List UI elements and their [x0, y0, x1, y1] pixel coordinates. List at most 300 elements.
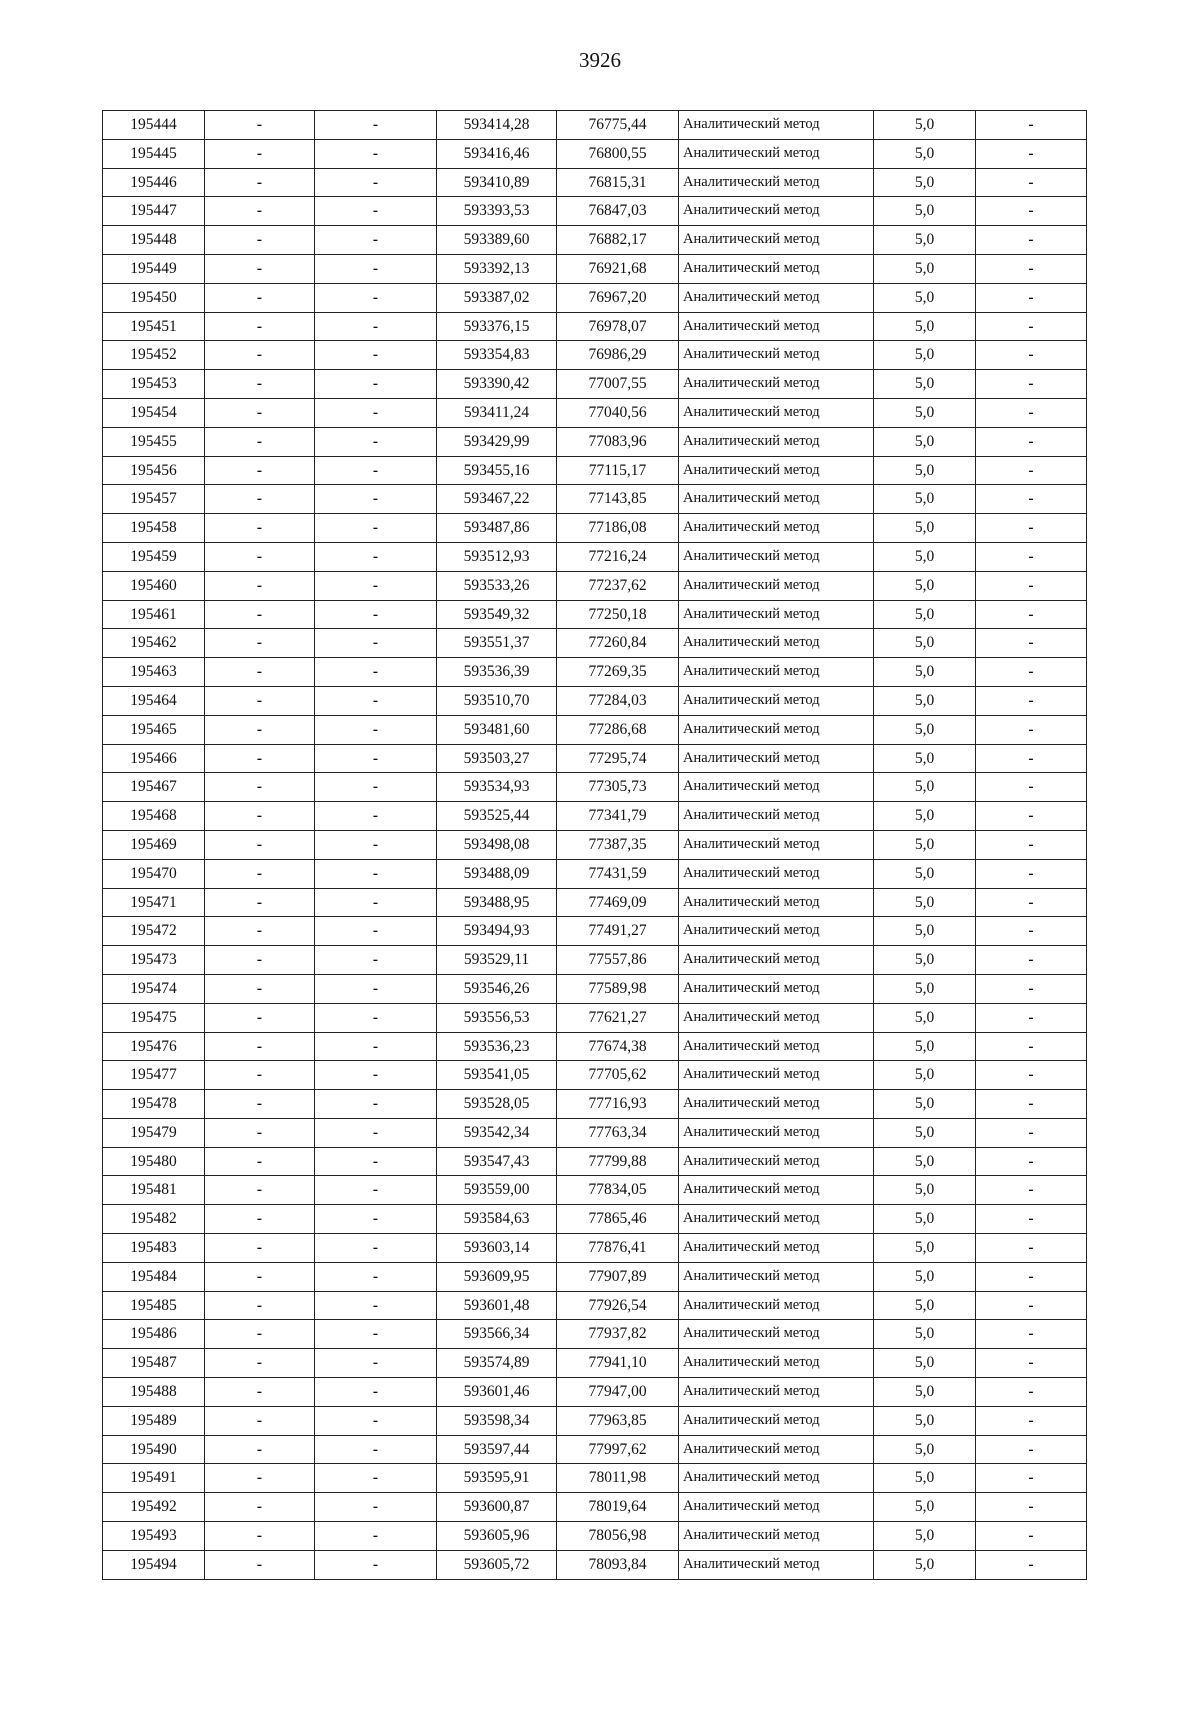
x-coordinate-cell: 593533,26 [437, 571, 557, 600]
empty-dash-cell: - [205, 1349, 315, 1378]
x-coordinate-cell: 593410,89 [437, 168, 557, 197]
empty-dash-cell: - [205, 1090, 315, 1119]
x-coordinate-cell: 593354,83 [437, 341, 557, 370]
empty-dash-cell: - [205, 485, 315, 514]
method-cell: Аналитический метод [679, 658, 874, 687]
precision-cell: 5,0 [874, 888, 976, 917]
point-number-cell: 195488 [103, 1378, 205, 1407]
method-cell: Аналитический метод [679, 917, 874, 946]
empty-dash-cell: - [205, 830, 315, 859]
x-coordinate-cell: 593416,46 [437, 139, 557, 168]
empty-dash-cell: - [205, 773, 315, 802]
empty-dash-cell: - [205, 715, 315, 744]
empty-dash-cell: - [205, 456, 315, 485]
y-coordinate-cell: 77621,27 [557, 1003, 679, 1032]
point-number-cell: 195492 [103, 1493, 205, 1522]
precision-cell: 5,0 [874, 974, 976, 1003]
point-number-cell: 195470 [103, 859, 205, 888]
precision-cell: 5,0 [874, 283, 976, 312]
empty-dash-cell: - [315, 1262, 437, 1291]
method-cell: Аналитический метод [679, 629, 874, 658]
method-cell: Аналитический метод [679, 773, 874, 802]
table-row [103, 1320, 1087, 1349]
x-coordinate-cell: 593601,48 [437, 1291, 557, 1320]
point-number-cell: 195473 [103, 946, 205, 975]
empty-dash-cell: - [976, 398, 1087, 427]
point-number-cell: 195474 [103, 974, 205, 1003]
point-number-cell: 195477 [103, 1061, 205, 1090]
y-coordinate-cell: 77431,59 [557, 859, 679, 888]
method-cell: Аналитический метод [679, 197, 874, 226]
y-coordinate-cell: 77143,85 [557, 485, 679, 514]
precision-cell: 5,0 [874, 1406, 976, 1435]
table-row [103, 312, 1087, 341]
precision-cell: 5,0 [874, 946, 976, 975]
empty-dash-cell: - [315, 1493, 437, 1522]
table-row [103, 1118, 1087, 1147]
empty-dash-cell: - [205, 917, 315, 946]
x-coordinate-cell: 593534,93 [437, 773, 557, 802]
empty-dash-cell: - [315, 744, 437, 773]
table-row [103, 226, 1087, 255]
empty-dash-cell: - [205, 1406, 315, 1435]
x-coordinate-cell: 593536,39 [437, 658, 557, 687]
method-cell: Аналитический метод [679, 370, 874, 399]
empty-dash-cell: - [205, 1550, 315, 1579]
table-row [103, 1435, 1087, 1464]
y-coordinate-cell: 78093,84 [557, 1550, 679, 1579]
x-coordinate-cell: 593488,09 [437, 859, 557, 888]
y-coordinate-cell: 77286,68 [557, 715, 679, 744]
empty-dash-cell: - [976, 456, 1087, 485]
method-cell: Аналитический метод [679, 341, 874, 370]
point-number-cell: 195490 [103, 1435, 205, 1464]
empty-dash-cell: - [976, 1061, 1087, 1090]
method-cell: Аналитический метод [679, 686, 874, 715]
precision-cell: 5,0 [874, 1061, 976, 1090]
point-number-cell: 195482 [103, 1205, 205, 1234]
method-cell: Аналитический метод [679, 398, 874, 427]
y-coordinate-cell: 77763,34 [557, 1118, 679, 1147]
empty-dash-cell: - [315, 830, 437, 859]
precision-cell: 5,0 [874, 370, 976, 399]
empty-dash-cell: - [976, 629, 1087, 658]
empty-dash-cell: - [205, 139, 315, 168]
point-number-cell: 195457 [103, 485, 205, 514]
method-cell: Аналитический метод [679, 1349, 874, 1378]
method-cell: Аналитический метод [679, 802, 874, 831]
precision-cell: 5,0 [874, 254, 976, 283]
empty-dash-cell: - [976, 341, 1087, 370]
empty-dash-cell: - [976, 974, 1087, 1003]
empty-dash-cell: - [976, 859, 1087, 888]
empty-dash-cell: - [976, 1550, 1087, 1579]
precision-cell: 5,0 [874, 226, 976, 255]
table-row [103, 1378, 1087, 1407]
table-row [103, 370, 1087, 399]
empty-dash-cell: - [205, 1234, 315, 1263]
precision-cell: 5,0 [874, 1032, 976, 1061]
precision-cell: 5,0 [874, 1378, 976, 1407]
precision-cell: 5,0 [874, 1090, 976, 1119]
empty-dash-cell: - [205, 974, 315, 1003]
y-coordinate-cell: 77284,03 [557, 686, 679, 715]
point-number-cell: 195478 [103, 1090, 205, 1119]
x-coordinate-cell: 593488,95 [437, 888, 557, 917]
empty-dash-cell: - [976, 802, 1087, 831]
y-coordinate-cell: 77387,35 [557, 830, 679, 859]
y-coordinate-cell: 78019,64 [557, 1493, 679, 1522]
empty-dash-cell: - [976, 1032, 1087, 1061]
y-coordinate-cell: 77341,79 [557, 802, 679, 831]
table-row [103, 974, 1087, 1003]
method-cell: Аналитический метод [679, 1262, 874, 1291]
precision-cell: 5,0 [874, 1522, 976, 1551]
x-coordinate-cell: 593536,23 [437, 1032, 557, 1061]
x-coordinate-cell: 593542,34 [437, 1118, 557, 1147]
x-coordinate-cell: 593510,70 [437, 686, 557, 715]
y-coordinate-cell: 76847,03 [557, 197, 679, 226]
table-row [103, 456, 1087, 485]
y-coordinate-cell: 77260,84 [557, 629, 679, 658]
point-number-cell: 195444 [103, 111, 205, 140]
method-cell: Аналитический метод [679, 254, 874, 283]
x-coordinate-cell: 593551,37 [437, 629, 557, 658]
x-coordinate-cell: 593529,11 [437, 946, 557, 975]
empty-dash-cell: - [976, 658, 1087, 687]
x-coordinate-cell: 593376,15 [437, 312, 557, 341]
empty-dash-cell: - [205, 514, 315, 543]
y-coordinate-cell: 77941,10 [557, 1349, 679, 1378]
point-number-cell: 195451 [103, 312, 205, 341]
empty-dash-cell: - [976, 254, 1087, 283]
table-row [103, 1349, 1087, 1378]
x-coordinate-cell: 593389,60 [437, 226, 557, 255]
precision-cell: 5,0 [874, 1291, 976, 1320]
y-coordinate-cell: 77674,38 [557, 1032, 679, 1061]
empty-dash-cell: - [315, 600, 437, 629]
empty-dash-cell: - [205, 226, 315, 255]
point-number-cell: 195461 [103, 600, 205, 629]
point-number-cell: 195480 [103, 1147, 205, 1176]
x-coordinate-cell: 593546,26 [437, 974, 557, 1003]
empty-dash-cell: - [205, 1032, 315, 1061]
empty-dash-cell: - [315, 1522, 437, 1551]
empty-dash-cell: - [315, 1435, 437, 1464]
x-coordinate-cell: 593467,22 [437, 485, 557, 514]
point-number-cell: 195481 [103, 1176, 205, 1205]
precision-cell: 5,0 [874, 427, 976, 456]
x-coordinate-cell: 593487,86 [437, 514, 557, 543]
empty-dash-cell: - [315, 226, 437, 255]
y-coordinate-cell: 77926,54 [557, 1291, 679, 1320]
method-cell: Аналитический метод [679, 1320, 874, 1349]
point-number-cell: 195493 [103, 1522, 205, 1551]
table-row [103, 168, 1087, 197]
y-coordinate-cell: 77705,62 [557, 1061, 679, 1090]
empty-dash-cell: - [976, 168, 1087, 197]
empty-dash-cell: - [315, 1378, 437, 1407]
x-coordinate-cell: 593605,96 [437, 1522, 557, 1551]
table-row [103, 946, 1087, 975]
empty-dash-cell: - [976, 1262, 1087, 1291]
empty-dash-cell: - [205, 197, 315, 226]
point-number-cell: 195455 [103, 427, 205, 456]
table-row [103, 1061, 1087, 1090]
y-coordinate-cell: 77269,35 [557, 658, 679, 687]
method-cell: Аналитический метод [679, 859, 874, 888]
empty-dash-cell: - [205, 427, 315, 456]
empty-dash-cell: - [976, 830, 1087, 859]
x-coordinate-cell: 593481,60 [437, 715, 557, 744]
point-number-cell: 195465 [103, 715, 205, 744]
point-number-cell: 195479 [103, 1118, 205, 1147]
empty-dash-cell: - [205, 312, 315, 341]
empty-dash-cell: - [315, 1349, 437, 1378]
x-coordinate-cell: 593556,53 [437, 1003, 557, 1032]
precision-cell: 5,0 [874, 1320, 976, 1349]
table-row [103, 888, 1087, 917]
precision-cell: 5,0 [874, 600, 976, 629]
empty-dash-cell: - [976, 715, 1087, 744]
empty-dash-cell: - [315, 312, 437, 341]
empty-dash-cell: - [205, 1378, 315, 1407]
table-row [103, 139, 1087, 168]
precision-cell: 5,0 [874, 1118, 976, 1147]
y-coordinate-cell: 77937,82 [557, 1320, 679, 1349]
method-cell: Аналитический метод [679, 1406, 874, 1435]
precision-cell: 5,0 [874, 629, 976, 658]
empty-dash-cell: - [976, 542, 1087, 571]
point-number-cell: 195483 [103, 1234, 205, 1263]
empty-dash-cell: - [205, 398, 315, 427]
empty-dash-cell: - [976, 1090, 1087, 1119]
y-coordinate-cell: 77083,96 [557, 427, 679, 456]
x-coordinate-cell: 593603,14 [437, 1234, 557, 1263]
precision-cell: 5,0 [874, 1147, 976, 1176]
table-row [103, 658, 1087, 687]
empty-dash-cell: - [315, 485, 437, 514]
y-coordinate-cell: 77865,46 [557, 1205, 679, 1234]
precision-cell: 5,0 [874, 312, 976, 341]
empty-dash-cell: - [976, 1291, 1087, 1320]
empty-dash-cell: - [205, 1147, 315, 1176]
empty-dash-cell: - [205, 283, 315, 312]
empty-dash-cell: - [976, 312, 1087, 341]
empty-dash-cell: - [315, 946, 437, 975]
point-number-cell: 195454 [103, 398, 205, 427]
table-row [103, 917, 1087, 946]
table-row [103, 571, 1087, 600]
empty-dash-cell: - [976, 1522, 1087, 1551]
empty-dash-cell: - [315, 514, 437, 543]
precision-cell: 5,0 [874, 398, 976, 427]
point-number-cell: 195466 [103, 744, 205, 773]
method-cell: Аналитический метод [679, 974, 874, 1003]
empty-dash-cell: - [315, 398, 437, 427]
empty-dash-cell: - [205, 1003, 315, 1032]
point-number-cell: 195486 [103, 1320, 205, 1349]
empty-dash-cell: - [315, 773, 437, 802]
empty-dash-cell: - [976, 1118, 1087, 1147]
precision-cell: 5,0 [874, 456, 976, 485]
x-coordinate-cell: 593609,95 [437, 1262, 557, 1291]
y-coordinate-cell: 76882,17 [557, 226, 679, 255]
empty-dash-cell: - [315, 1003, 437, 1032]
empty-dash-cell: - [315, 254, 437, 283]
table-row [103, 485, 1087, 514]
method-cell: Аналитический метод [679, 830, 874, 859]
empty-dash-cell: - [976, 283, 1087, 312]
table-row [103, 1090, 1087, 1119]
precision-cell: 5,0 [874, 773, 976, 802]
point-number-cell: 195464 [103, 686, 205, 715]
table-row [103, 830, 1087, 859]
x-coordinate-cell: 593559,00 [437, 1176, 557, 1205]
empty-dash-cell: - [976, 485, 1087, 514]
empty-dash-cell: - [205, 946, 315, 975]
point-number-cell: 195463 [103, 658, 205, 687]
precision-cell: 5,0 [874, 1349, 976, 1378]
empty-dash-cell: - [205, 1291, 315, 1320]
precision-cell: 5,0 [874, 715, 976, 744]
x-coordinate-cell: 593429,99 [437, 427, 557, 456]
point-number-cell: 195475 [103, 1003, 205, 1032]
precision-cell: 5,0 [874, 1205, 976, 1234]
method-cell: Аналитический метод [679, 1550, 874, 1579]
table-row [103, 744, 1087, 773]
y-coordinate-cell: 77799,88 [557, 1147, 679, 1176]
method-cell: Аналитический метод [679, 1176, 874, 1205]
table-row [103, 1176, 1087, 1205]
y-coordinate-cell: 76978,07 [557, 312, 679, 341]
point-number-cell: 195494 [103, 1550, 205, 1579]
empty-dash-cell: - [976, 1147, 1087, 1176]
empty-dash-cell: - [315, 859, 437, 888]
x-coordinate-cell: 593494,93 [437, 917, 557, 946]
empty-dash-cell: - [315, 1032, 437, 1061]
y-coordinate-cell: 77947,00 [557, 1378, 679, 1407]
y-coordinate-cell: 77237,62 [557, 571, 679, 600]
empty-dash-cell: - [315, 1176, 437, 1205]
precision-cell: 5,0 [874, 1464, 976, 1493]
empty-dash-cell: - [205, 1061, 315, 1090]
table-row [103, 629, 1087, 658]
point-number-cell: 195460 [103, 571, 205, 600]
x-coordinate-cell: 593605,72 [437, 1550, 557, 1579]
point-number-cell: 195447 [103, 197, 205, 226]
table-row [103, 1147, 1087, 1176]
precision-cell: 5,0 [874, 686, 976, 715]
empty-dash-cell: - [315, 658, 437, 687]
x-coordinate-cell: 593455,16 [437, 456, 557, 485]
point-number-cell: 195445 [103, 139, 205, 168]
method-cell: Аналитический метод [679, 542, 874, 571]
precision-cell: 5,0 [874, 917, 976, 946]
precision-cell: 5,0 [874, 1493, 976, 1522]
empty-dash-cell: - [205, 168, 315, 197]
precision-cell: 5,0 [874, 830, 976, 859]
empty-dash-cell: - [205, 802, 315, 831]
method-cell: Аналитический метод [679, 715, 874, 744]
empty-dash-cell: - [315, 1061, 437, 1090]
empty-dash-cell: - [315, 1090, 437, 1119]
point-number-cell: 195452 [103, 341, 205, 370]
method-cell: Аналитический метод [679, 485, 874, 514]
empty-dash-cell: - [205, 1493, 315, 1522]
empty-dash-cell: - [205, 1464, 315, 1493]
method-cell: Аналитический метод [679, 1147, 874, 1176]
table-row [103, 1550, 1087, 1579]
y-coordinate-cell: 76967,20 [557, 283, 679, 312]
empty-dash-cell: - [315, 139, 437, 168]
empty-dash-cell: - [976, 427, 1087, 456]
x-coordinate-cell: 593601,46 [437, 1378, 557, 1407]
empty-dash-cell: - [976, 917, 1087, 946]
point-number-cell: 195484 [103, 1262, 205, 1291]
method-cell: Аналитический метод [679, 283, 874, 312]
method-cell: Аналитический метод [679, 514, 874, 543]
empty-dash-cell: - [205, 1176, 315, 1205]
empty-dash-cell: - [976, 888, 1087, 917]
precision-cell: 5,0 [874, 1262, 976, 1291]
point-number-cell: 195467 [103, 773, 205, 802]
empty-dash-cell: - [315, 1118, 437, 1147]
point-number-cell: 195489 [103, 1406, 205, 1435]
point-number-cell: 195491 [103, 1464, 205, 1493]
point-number-cell: 195456 [103, 456, 205, 485]
y-coordinate-cell: 77040,56 [557, 398, 679, 427]
x-coordinate-cell: 593549,32 [437, 600, 557, 629]
empty-dash-cell: - [976, 226, 1087, 255]
empty-dash-cell: - [315, 542, 437, 571]
y-coordinate-cell: 76921,68 [557, 254, 679, 283]
empty-dash-cell: - [976, 1320, 1087, 1349]
empty-dash-cell: - [205, 1262, 315, 1291]
empty-dash-cell: - [315, 197, 437, 226]
point-number-cell: 195449 [103, 254, 205, 283]
empty-dash-cell: - [315, 283, 437, 312]
precision-cell: 5,0 [874, 1003, 976, 1032]
table-row [103, 254, 1087, 283]
point-number-cell: 195471 [103, 888, 205, 917]
empty-dash-cell: - [205, 1205, 315, 1234]
x-coordinate-cell: 593597,44 [437, 1435, 557, 1464]
point-number-cell: 195472 [103, 917, 205, 946]
empty-dash-cell: - [976, 1406, 1087, 1435]
x-coordinate-cell: 593393,53 [437, 197, 557, 226]
x-coordinate-cell: 593600,87 [437, 1493, 557, 1522]
method-cell: Аналитический метод [679, 456, 874, 485]
empty-dash-cell: - [315, 802, 437, 831]
precision-cell: 5,0 [874, 744, 976, 773]
table-row [103, 1205, 1087, 1234]
empty-dash-cell: - [976, 139, 1087, 168]
empty-dash-cell: - [315, 111, 437, 140]
precision-cell: 5,0 [874, 802, 976, 831]
point-number-cell: 195446 [103, 168, 205, 197]
method-cell: Аналитический метод [679, 168, 874, 197]
x-coordinate-cell: 593566,34 [437, 1320, 557, 1349]
method-cell: Аналитический метод [679, 1464, 874, 1493]
empty-dash-cell: - [976, 1205, 1087, 1234]
empty-dash-cell: - [976, 600, 1087, 629]
y-coordinate-cell: 77557,86 [557, 946, 679, 975]
x-coordinate-cell: 593525,44 [437, 802, 557, 831]
table-row [103, 600, 1087, 629]
empty-dash-cell: - [205, 571, 315, 600]
table-row [103, 1032, 1087, 1061]
